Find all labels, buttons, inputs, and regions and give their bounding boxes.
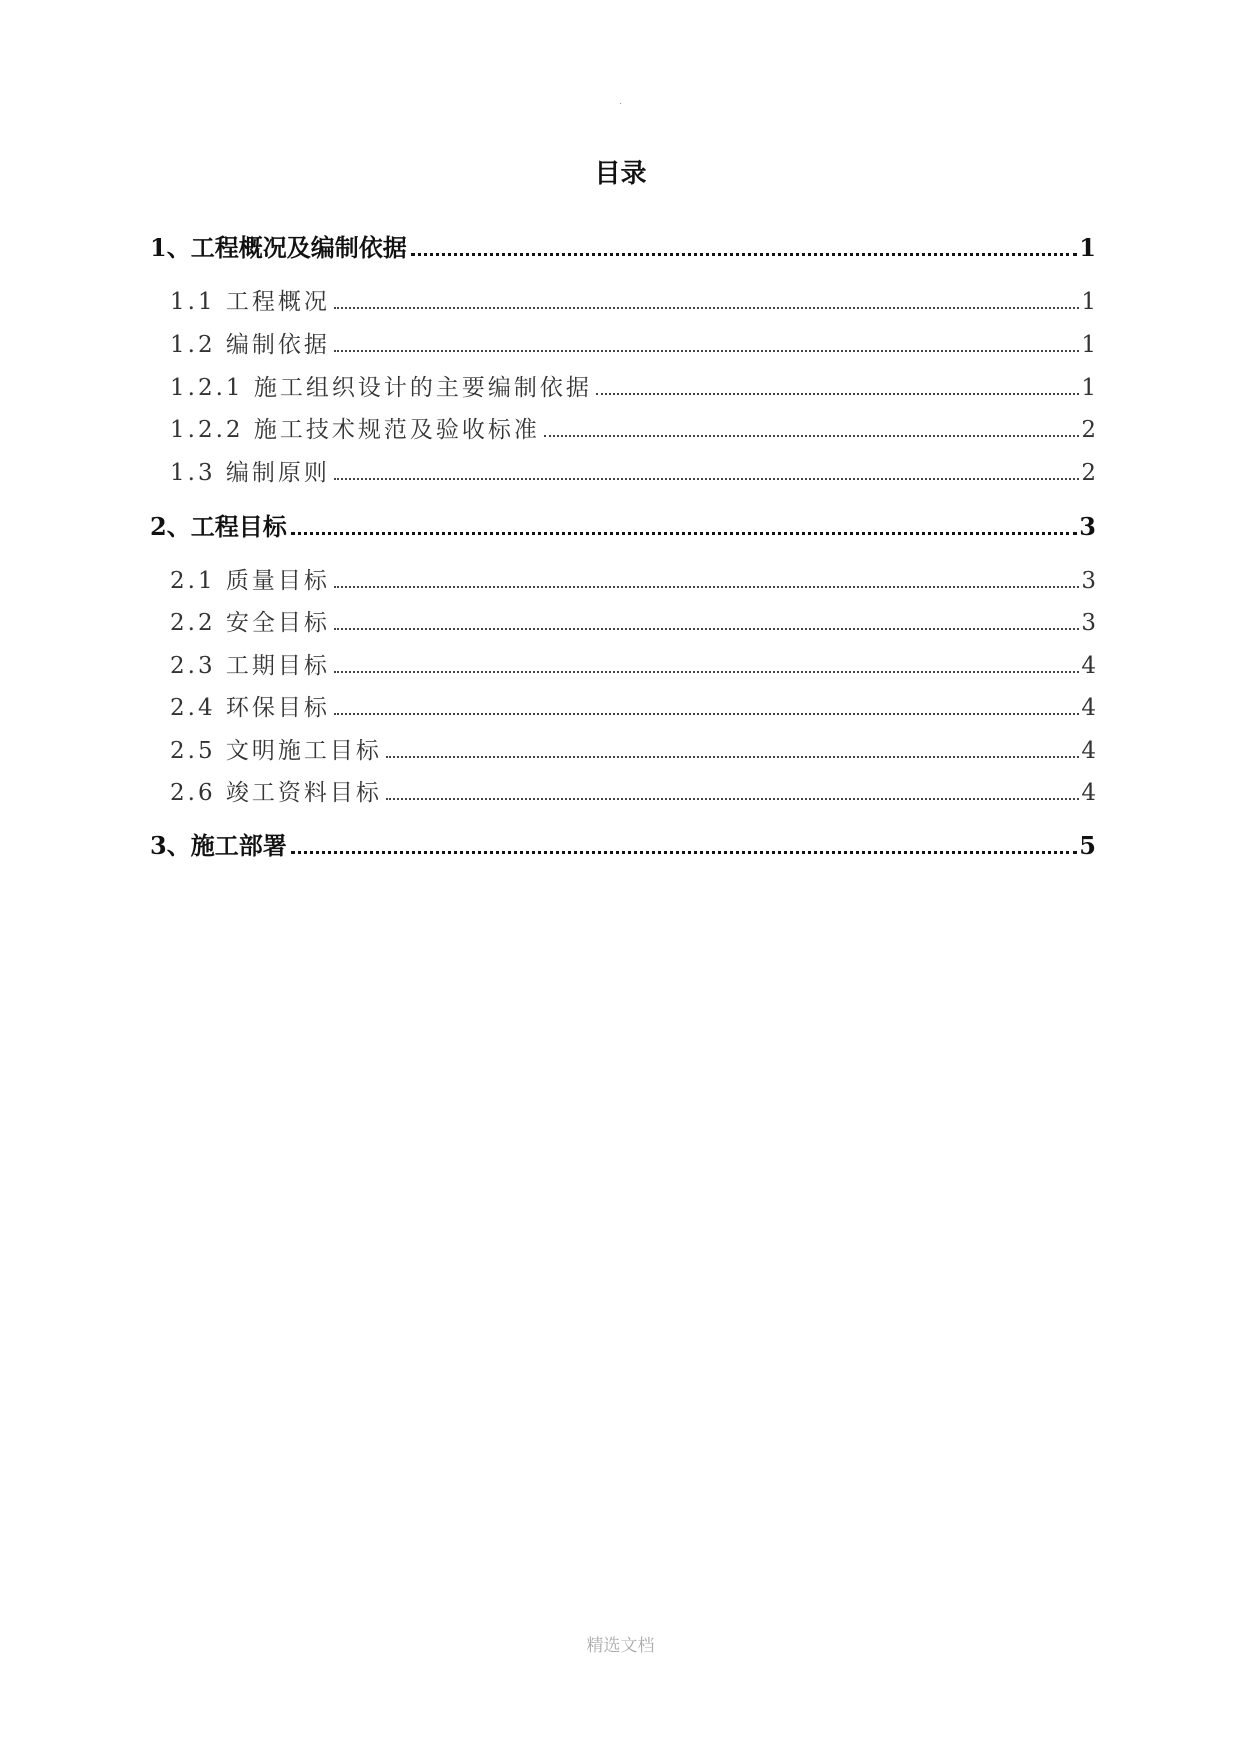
toc-entry-section-1[interactable] (150, 231, 1096, 265)
toc-page-number: 3 (1079, 512, 1096, 541)
toc-entry-label: 1、工程概况及编制依据 (150, 233, 407, 262)
toc-page-number: 4 (1081, 738, 1096, 764)
toc-entry-label: 1.2 编制依据 (170, 332, 330, 358)
toc-entry-label: 2、工程目标 (150, 512, 287, 541)
toc-entry-label: 2.2 安全目标 (170, 610, 330, 636)
toc-page-number: 2 (1081, 460, 1096, 486)
toc-entry-section-3[interactable] (150, 829, 1096, 863)
toc-entry-1-1[interactable] (170, 286, 1096, 318)
toc-entry-2-4[interactable] (170, 692, 1096, 724)
toc-entry-2-6[interactable] (170, 777, 1096, 809)
toc-entry-1-2-2[interactable] (170, 414, 1096, 446)
toc-page-number: 1 (1081, 289, 1096, 315)
toc-entry-label: 2.6 竣工资料目标 (170, 780, 382, 806)
toc-page-number: 1 (1081, 375, 1096, 401)
toc-entry-1-2[interactable] (170, 329, 1096, 361)
toc-dot-leader (334, 478, 1079, 480)
toc-entry-label: 1.2.2 施工技术规范及验收标准 (170, 417, 540, 443)
page-footer: 精选文档 (586, 1636, 655, 1656)
toc-entry-2-5[interactable] (170, 735, 1096, 767)
toc-dot-leader (596, 393, 1080, 395)
toc-title: 目录 (594, 159, 647, 189)
toc-entry-2-2[interactable] (170, 607, 1096, 639)
toc-entry-label: 3、施工部署 (150, 831, 287, 860)
toc-entry-label: 2.4 环保目标 (170, 695, 330, 721)
toc-page-number: 3 (1081, 610, 1096, 636)
toc-entry-1-2-1[interactable] (170, 372, 1096, 404)
toc-dot-leader (334, 307, 1079, 309)
toc-page-number: 1 (1081, 332, 1096, 358)
toc-dot-leader (291, 532, 1078, 535)
toc-page-number: 2 (1081, 417, 1096, 443)
toc-page-number: 4 (1081, 695, 1096, 721)
header-mark: . (619, 97, 622, 106)
toc-page-number: 4 (1081, 780, 1096, 806)
toc-entry-label: 1.1 工程概况 (170, 289, 330, 315)
toc-page-number: 1 (1079, 233, 1096, 262)
toc-dot-leader (291, 851, 1078, 854)
toc-entry-label: 1.3 编制原则 (170, 460, 330, 486)
toc-dot-leader (386, 798, 1079, 800)
toc-dot-leader (334, 350, 1079, 352)
toc-entry-2-1[interactable] (170, 565, 1096, 597)
toc-entry-label: 2.5 文明施工目标 (170, 738, 382, 764)
toc-page-number: 3 (1081, 568, 1096, 594)
toc-dot-leader (386, 756, 1079, 758)
toc-dot-leader (411, 253, 1078, 256)
toc-entry-label: 2.1 质量目标 (170, 568, 330, 594)
toc-entry-section-2[interactable] (150, 510, 1096, 544)
toc-dot-leader (544, 435, 1080, 437)
toc-dot-leader (334, 586, 1079, 588)
toc-entry-2-3[interactable] (170, 650, 1096, 682)
toc-page-number: 4 (1081, 653, 1096, 679)
toc-entry-label: 2.3 工期目标 (170, 653, 330, 679)
toc-entry-1-3[interactable] (170, 457, 1096, 489)
toc-dot-leader (334, 713, 1079, 715)
toc-dot-leader (334, 671, 1079, 673)
toc-entry-label: 1.2.1 施工组织设计的主要编制依据 (170, 375, 592, 401)
toc-page-number: 5 (1079, 831, 1096, 860)
toc-dot-leader (334, 628, 1079, 630)
